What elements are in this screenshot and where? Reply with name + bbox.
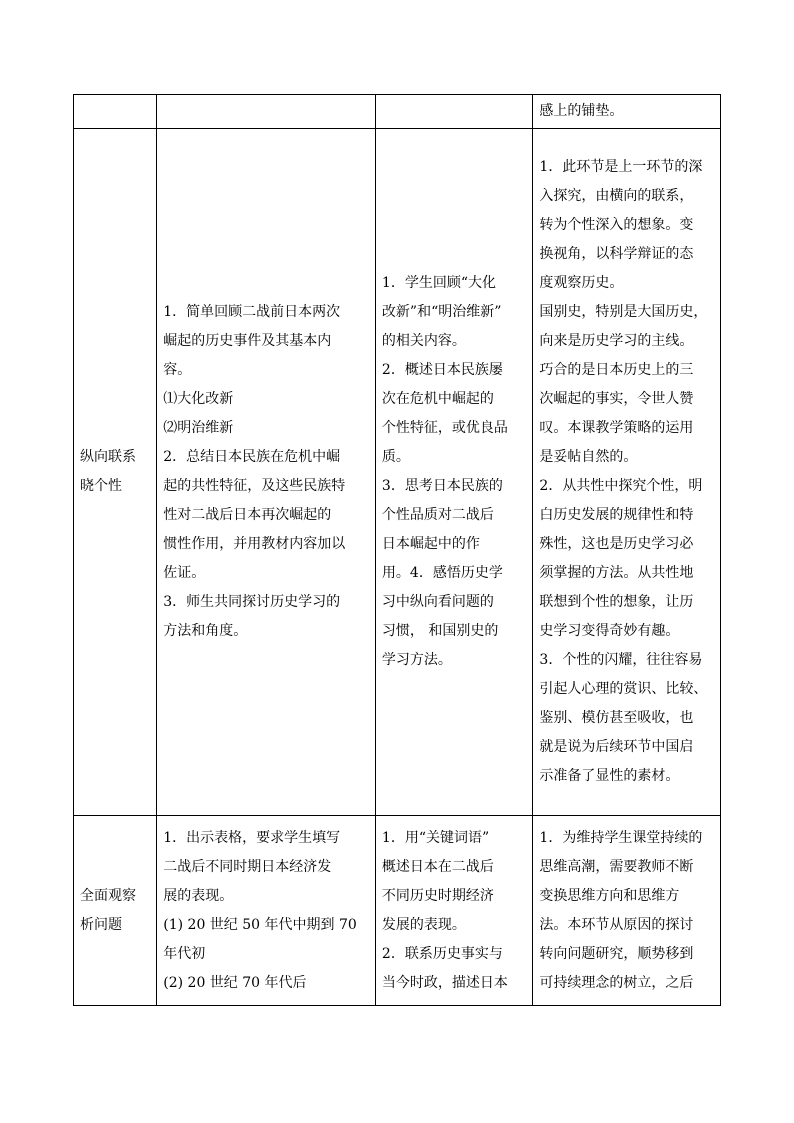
text-line: 叹。本课教学策略的运用 — [539, 420, 694, 436]
design-intent-cell — [533, 129, 721, 816]
text-line: 学习方法。 — [381, 652, 452, 668]
text-line: 的相关内容。 — [381, 333, 466, 349]
text-line: 引起人心理的赏识、比较、 — [539, 681, 708, 697]
text-line: 3．个性的闪耀，往往容易 — [539, 652, 703, 668]
student-activity-cell — [375, 95, 532, 129]
text-line: 转向问题研究，顺势移到 — [539, 945, 694, 962]
text-line: 2．从共性中探究个性，明 — [539, 478, 703, 494]
text-line: 白历史发展的规律性和特 — [539, 507, 694, 523]
lesson-plan-table — [73, 94, 721, 1006]
text-line: 3．师生共同探讨历史学习的 — [163, 594, 341, 610]
text-line: 展的表现。 — [163, 887, 234, 904]
text-line: 1．简单回顾二战前日本两次 — [163, 304, 341, 320]
text-line: 质。 — [381, 449, 410, 465]
text-line: 发展的表现。 — [381, 916, 466, 933]
text-line: 当今时政，描述日本 — [381, 974, 508, 991]
text-line: 殊性，这也是历史学习必 — [539, 536, 694, 552]
text-line: 转为个性深入的想象。变 — [539, 217, 694, 233]
text-line: 方法和角度。 — [163, 623, 248, 639]
text-line: 改新”和“明治维新” — [381, 304, 502, 320]
text-line: 1．学生回顾“大化 — [381, 275, 496, 291]
text-line: 惯性作用，并用教材内容加以 — [163, 536, 346, 552]
text-line: 个性品质对二战后 — [381, 507, 494, 523]
student-activity-cell — [375, 816, 532, 1006]
text-line: 性对二战后日本再次崛起的 — [163, 507, 332, 523]
text-line: 日本崛起中的作 — [381, 536, 480, 552]
stage-cell — [74, 816, 157, 1006]
text-line: 1．为维持学生课堂持续的 — [539, 829, 703, 846]
text-line: 度观察历史。 — [539, 275, 624, 291]
text-line: 佐证。 — [163, 565, 206, 581]
text-line: 容。 — [163, 362, 192, 378]
teacher-activity-cell — [157, 816, 376, 1006]
text-line: 1．出示表格，要求学生填写 — [163, 829, 341, 846]
text-line: 可持续理念的树立，之后 — [539, 974, 694, 991]
text-line: 二战后不同时期日本经济发 — [163, 858, 332, 875]
teacher-activity-cell — [157, 129, 376, 816]
table-row — [74, 816, 721, 1006]
text-line: 思维高潮，需要教师不断 — [539, 858, 694, 875]
text-line: 向来是历史学习的主线。 — [539, 333, 694, 349]
table-row — [74, 129, 721, 816]
text-line: 年代初 — [163, 945, 206, 962]
text-line: 鉴别、模仿甚至吸收，也 — [539, 710, 694, 726]
text-line: 1．用“关键词语” — [381, 829, 490, 846]
text-line: ⑴大化改新 — [163, 391, 234, 407]
text-line: 入探究，由横向的联系， — [539, 188, 694, 204]
text-line: 就是说为后续环节中国启 — [539, 739, 694, 755]
text-line: 感上的铺垫。 — [539, 103, 624, 119]
text-line: 3．思考日本民族的 — [381, 478, 503, 494]
text-line: 须掌握的方法。从共性地 — [539, 565, 694, 581]
design-intent-cell — [533, 95, 721, 129]
text-line: 崛起的历史事件及其基本内 — [163, 333, 332, 349]
text-line: 习中纵向看问题的 — [381, 594, 494, 610]
student-activity-cell — [375, 129, 532, 816]
stage-title-line: 晓个性 — [80, 478, 122, 494]
text-line: 次崛起的事实，令世人赞 — [539, 391, 694, 407]
text-line: 用。4．感悟历史学 — [381, 565, 503, 581]
text-line: 习惯， 和国别史的 — [381, 623, 499, 639]
text-line: 是妥帖自然的。 — [539, 449, 638, 465]
text-line: 个性特征，或优良品 — [381, 420, 508, 436]
stage-cell — [74, 129, 157, 816]
text-line: (1) 20 世纪 50 年代中期到 70 — [163, 916, 357, 933]
text-line: 次在危机中崛起的 — [381, 391, 494, 407]
stage-title-line: 析问题 — [80, 916, 122, 933]
text-line: 示准备了显性的素材。 — [539, 768, 680, 784]
text-line: 概述日本在二战后 — [381, 858, 494, 875]
text-line: 2．概述日本民族屡 — [381, 362, 503, 378]
stage-title-line: 全面观察 — [80, 887, 136, 904]
text-line: 1．此环节是上一环节的深 — [539, 159, 703, 175]
text-line: 变换思维方向和思维方 — [539, 887, 680, 904]
teacher-activity-cell — [157, 95, 376, 129]
design-intent-cell — [533, 816, 721, 1006]
table-row — [74, 95, 721, 129]
text-line: 联想到个性的想象，让历 — [539, 594, 694, 610]
text-line: 2．联系历史事实与 — [381, 945, 503, 962]
text-line: 史学习变得奇妙有趣。 — [539, 623, 680, 639]
text-line: 国别史，特别是大国历史， — [539, 304, 708, 320]
stage-cell — [74, 95, 157, 129]
text-line: (2) 20 世纪 70 年代后 — [163, 974, 307, 991]
text-line: 换视角，以科学辩证的态 — [539, 246, 694, 262]
text-line: 起的共性特征，及这些民族特 — [163, 478, 346, 494]
text-line: 巧合的是日本历史上的三 — [539, 362, 694, 378]
text-line: ⑵明治维新 — [163, 420, 234, 436]
stage-title-line: 纵向联系 — [80, 449, 136, 465]
text-line: 2．总结日本民族在危机中崛 — [163, 449, 341, 465]
text-line: 不同历史时期经济 — [381, 887, 494, 904]
text-line: 法。本环节从原因的探讨 — [539, 916, 694, 933]
